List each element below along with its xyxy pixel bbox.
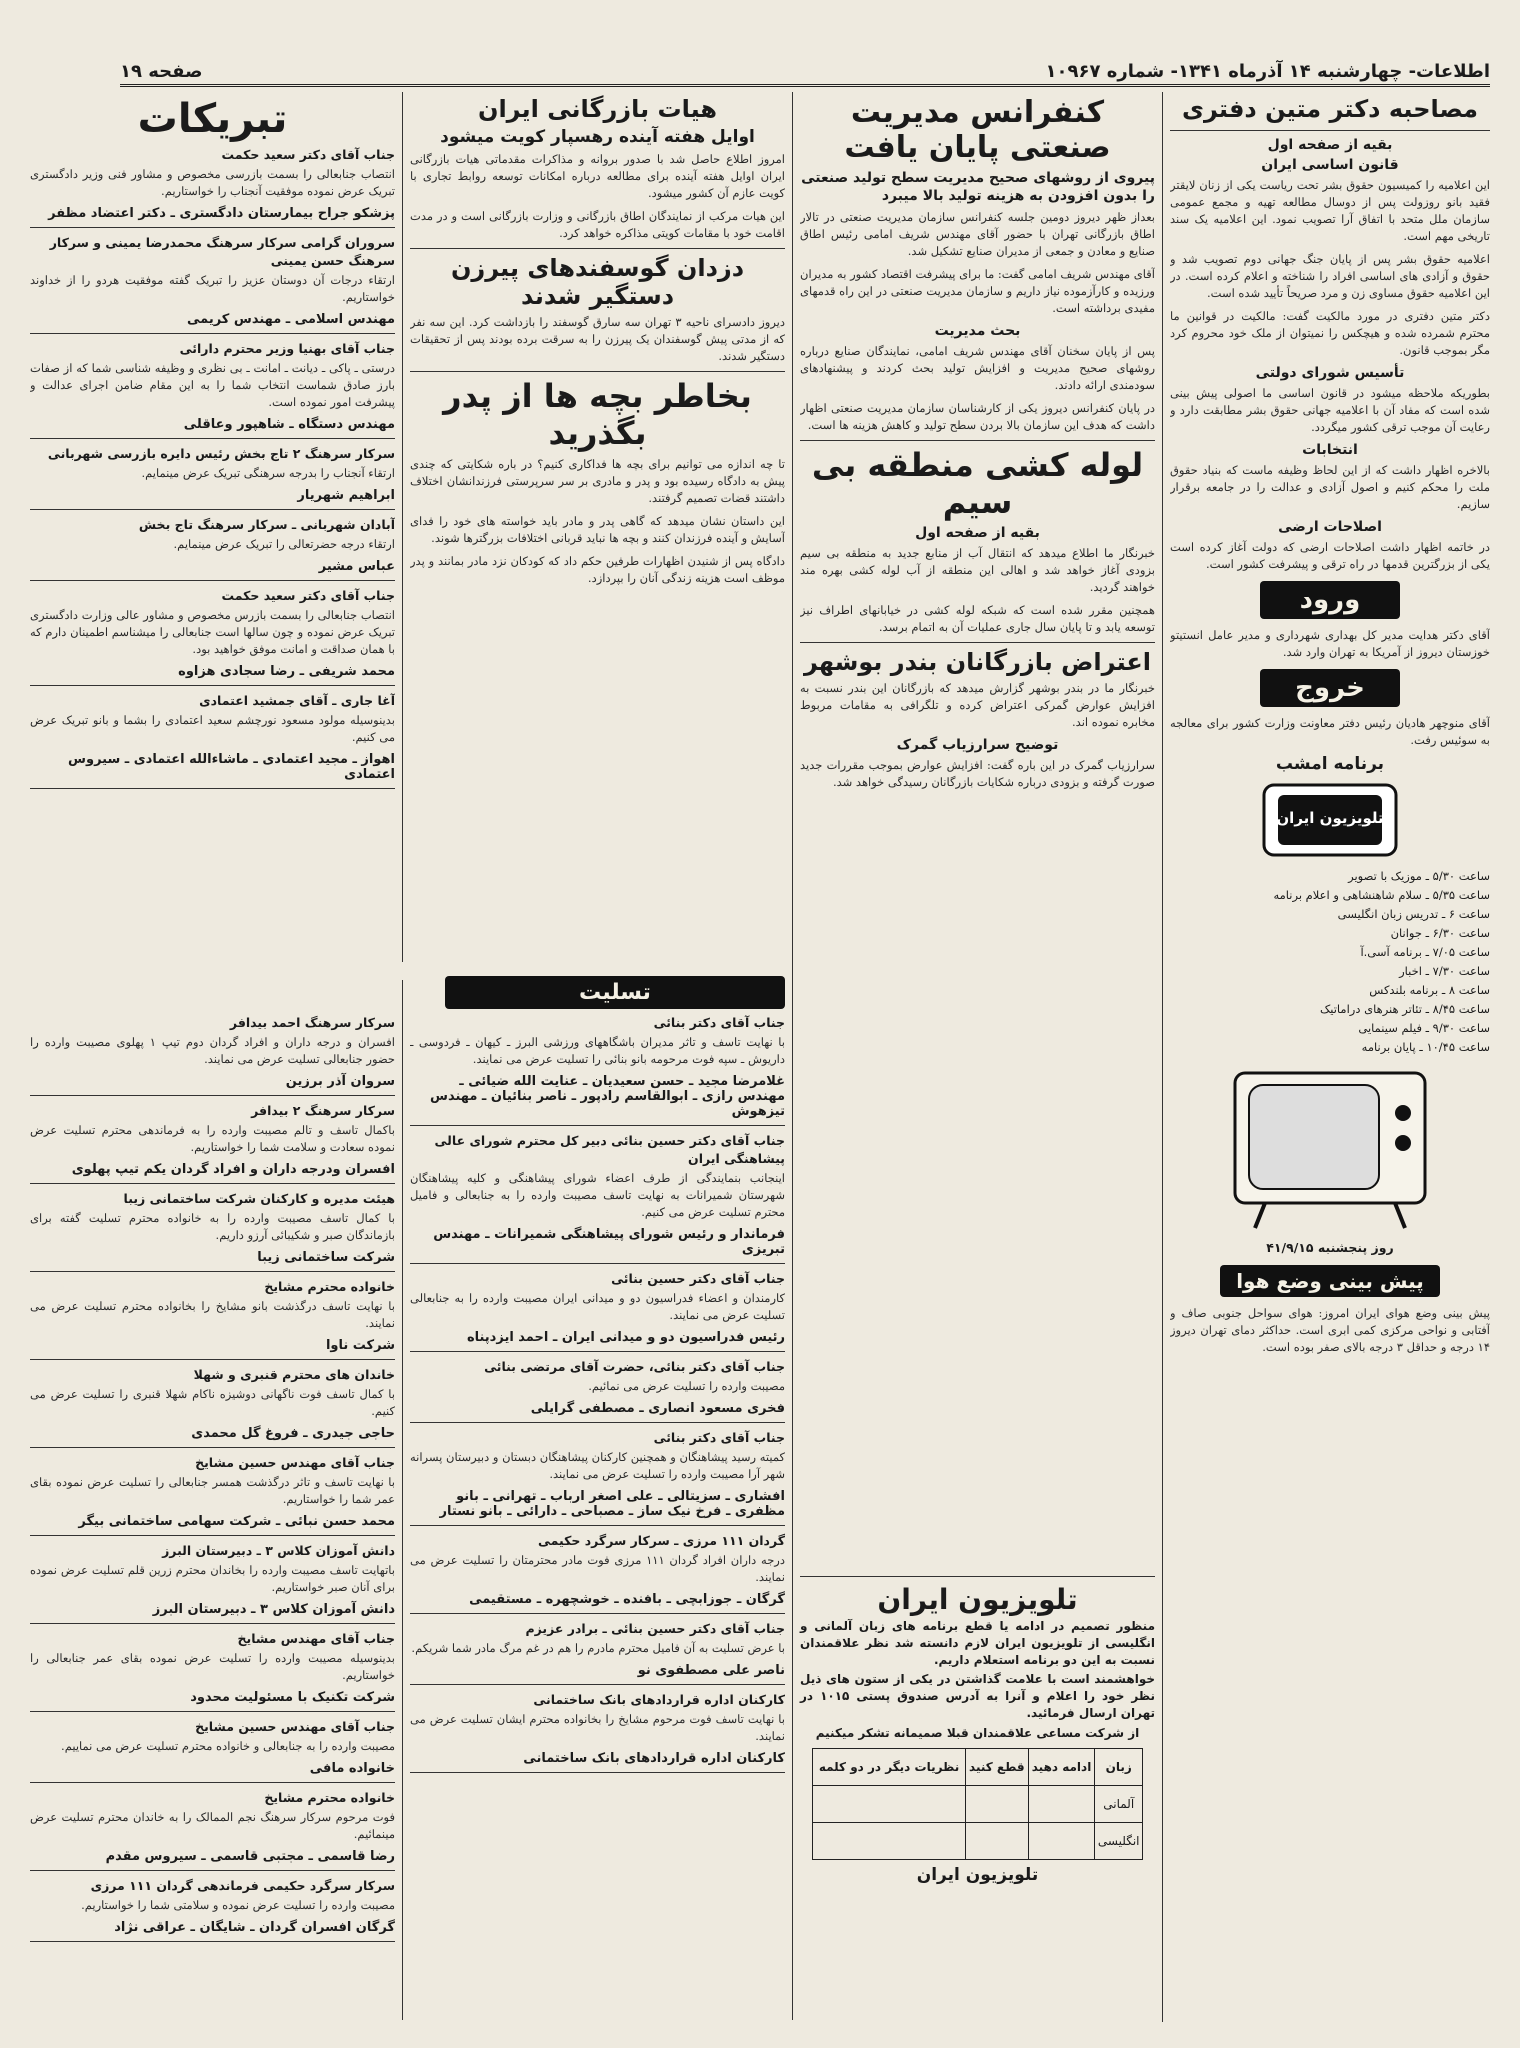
condolence-text: مصیبت وارده را تسلیت عرض می نمائیم. xyxy=(588,1379,785,1393)
weather-header: پیش بینی وضع هوا xyxy=(1220,1265,1440,1297)
divider xyxy=(30,1782,395,1783)
condolence-text: با نهایت تاسف و تاثر مدیران باشگاههای ورزشی البرز ـ کیهان ـ فردوسی ـ داریوش ـ سپه فوت مرحومه بانو بنائی را تسلیت عرض می نمایند. xyxy=(410,1035,785,1066)
column-rule xyxy=(792,92,793,962)
industry-paragraph: آقای مهندس شریف امامی گفت: ما برای پیشرفت اقتصاد کشور به مدیران ورزیده و کارآزموده نیاز داریم و سازمان مدیریت صنعتی در این راه قدمهای مفیدی برداشته است. xyxy=(800,267,1155,315)
congrats-recipient: سروران گرامی سرکار سرهنگ محمدرضا یمینی و سرکار سرهنگ حسن یمینی xyxy=(49,235,395,268)
divider xyxy=(30,1183,395,1184)
condolence-recipient: خاندان های محترم قنبری و شهلا xyxy=(193,1367,395,1382)
condolence-recipient: جناب آقای دکتر حسین بنائی ـ برادر عزیزم xyxy=(525,1621,785,1636)
condolence-recipient: سرکار سرهنگ ۲ بیدافر xyxy=(251,1103,395,1118)
schedule-item: ساعت ۸/۴۵ ـ تئاتر هنرهای دراماتیک xyxy=(1319,1001,1490,1016)
divider xyxy=(30,788,395,789)
divider xyxy=(30,1359,395,1360)
condolence-signature: حاجی جیدری ـ فروغ گل محمدی xyxy=(191,1426,395,1441)
condolence-signature: افشاری ـ سزیتالی ـ علی اصغر ارباب ـ تهرانی ـ بانو مظفری ـ فرخ نیک ساز ـ مصباحی ـ دارائی ـ بانو نستار xyxy=(439,1489,785,1519)
condolence-recipient: جناب آقای مهندس حسین مشایخ xyxy=(195,1455,395,1470)
congrats-item xyxy=(30,587,395,686)
congrats-item xyxy=(30,692,395,789)
congrats-signature: پزشکو جراح بیمارستان دادگستری ـ دکتر اعتضاد مظفر xyxy=(48,206,395,221)
congrats-item xyxy=(30,445,395,510)
children-headline: بخاطر بچه ها از پدر بگذرید xyxy=(443,377,752,453)
trade-paragraph: این هیات مرکب از نمایندگان اطاق بازرگانی و وزارت بازرگانی است و در مدت اقامت خود با مقامات کویتی مذاکره خواهد کرد. xyxy=(410,209,785,241)
condolence-signature: شرکت ناوا xyxy=(325,1338,395,1353)
condolence-text: کمیته رسید پیشاهنگان و همچنین کارکنان پیشاهنگان دبستان و دبیرستان پسرانه شهر آرا مصیبت وارده را تسلیت عرض می نمایند. xyxy=(410,1450,785,1481)
condolence-text: درجه داران افراد گردان ۱۱۱ مرزی فوت مادر محترمتان را تسلیت عرض می نمایند. xyxy=(410,1553,785,1584)
congrats-signature: ابراهیم شهریار xyxy=(297,488,395,503)
condolence-text: با کمال تاسف مصیبت وارده را به خانواده محترم تسلیت گفته برای بازماندگان صبر و شکیبائی آرزو داریم. xyxy=(30,1211,395,1242)
condolence-signature: خانواده مافی xyxy=(309,1761,395,1776)
schedule-item: ساعت ۵/۳۰ ـ موزیک با تصویر xyxy=(1348,868,1490,883)
divider xyxy=(30,509,395,510)
interview-subhead: قانون اساسی ایران xyxy=(1261,156,1399,173)
trade-paragraph: امروز اطلاع حاصل شد با صدور بروانه و مذاکرات مقدماتی هیات بازرگانی ایران اوایل هفته آینده برای مطالعه درباره امکانات توسعه روابط تجاری با کویت عازم آن کشور میشود. xyxy=(410,152,785,201)
interview-continued: بقیه از صفحه اول xyxy=(1267,136,1393,153)
condolence-signature: سروان آذر برزین xyxy=(285,1074,395,1089)
divider xyxy=(30,1535,395,1536)
congrats-recipient: آبادان شهربانی ـ سرکار سرهنگ تاج بخش xyxy=(138,517,395,532)
condolence-recipient: جناب آقای دکتر بنائی، حضرت آقای مرتضی بنائی xyxy=(484,1359,785,1374)
congrats-signature: محمد شریفی ـ رضا سجادی هزاوه xyxy=(178,664,395,679)
trade-headline: هیات بازرگانی ایران xyxy=(477,95,718,123)
children-paragraph: تا چه اندازه می توانیم برای بچه ها فداکاری کنیم؟ در باره شکایتی که چندی پیش به دادگاه رسیده بود و پدر و مادری بر سر سرپرستی فرزندانشان اختلاف داشتند قضات تصمیم گرفتند. xyxy=(410,456,785,505)
interview-subhead: اصلاحات ارضی xyxy=(1278,518,1382,535)
condolence-recipient: کارکنان اداره قراردادهای بانک ساختمانی xyxy=(533,1692,785,1707)
interview-subhead: تأسیس شورای دولتی xyxy=(1255,364,1405,381)
tv-survey-form xyxy=(812,1748,1143,1860)
condolence-item xyxy=(30,1190,395,1272)
form-checkbox[interactable] xyxy=(966,1823,1029,1860)
congrats-text: ارتقاء درجه حضرتعالی را تبریک عرض مینمایم. xyxy=(173,537,395,551)
column-rule xyxy=(402,980,403,2020)
divider xyxy=(410,1613,785,1614)
bushehr-paragraph: سرارزیاب گمرک در این باره گفت: افزایش عوارض بموجب مقررات جدید صورت گرفته و بزودی درباره شکایات بازرگانان رسیدگی خواهد شد. xyxy=(800,758,1155,790)
divider xyxy=(30,1941,395,1942)
condolence-signature: افسران ودرجه داران و افراد گردان یکم تیپ پهلوی xyxy=(71,1162,395,1177)
schedule-item: ساعت ۶/۳۰ ـ جوانان xyxy=(1390,925,1490,940)
tv-schedule xyxy=(1170,867,1490,1057)
schedule-item: ساعت ۵/۳۵ ـ سلام شاهنشاهی و اعلام برنامه xyxy=(1273,887,1490,902)
pipeline-paragraph: خبرنگار ما اطلاع میدهد که انتقال آب از منابع جدید به منطقه بی سیم بزودی آغاز خواهد شد و اهالی این منطقه از آب لوله کشی بهره مند خواهند گردید. xyxy=(800,545,1155,594)
interview-paragraph: دکتر متین دفتری در مورد مالکیت گفت: مالکیت در قوانین ما محترم شمرده شده و هیچکس را نمیتوان از ملک خود محروم کرد مگر بموجب قانون. xyxy=(1170,308,1490,357)
masthead xyxy=(120,58,1490,87)
condolence-text: فوت مرحوم سرکار سرهنگ نجم الممالک را به خاندان محترم تسلیت عرض مینمائیم. xyxy=(30,1810,395,1841)
condolence-item xyxy=(30,1542,395,1624)
condolence-recipient: جناب آقای دکتر حسین بنائی دبیر کل محترم شورای عالی پیشاهنگی ایران xyxy=(434,1133,785,1166)
condolence-banner: تسلیت xyxy=(445,976,785,1009)
interview-paragraph: اعلامیه حقوق بشر پس از پایان جنگ جهانی دوم تصویب شد و حقوق و آزادی های اساسی افراد را شناخته و اعلام کرده است. در این اعلامیه حقوق مساوی زن و مرد صریحاً تأیید شده است. xyxy=(1170,251,1490,300)
congrats-recipient: جناب آقای دکتر سعید حکمت xyxy=(221,588,395,603)
condolence-signature: فخری مسعود انصاری ـ مصطفی گرایلی xyxy=(530,1401,785,1416)
form-text-cell[interactable] xyxy=(813,1823,966,1860)
condolence-text: با نهایت تاسف و تاثر درگذشت همسر جنابعالی را تسلیت عرض نموده بقای عمر شما را خواستاریم. xyxy=(30,1475,395,1506)
congrats-headline: تبریکات xyxy=(137,96,288,142)
congrats-text: ارتقاء درجات آن دوستان عزیز را تبریک گفته موفقیت هردو را از خداوند خواستاریم. xyxy=(30,273,395,304)
children-paragraph: این داستان نشان میدهد که گاهی پدر و مادر باید خواسته های خود را فدای آسایش و آینده فرزندان کنند و بچه ها نباید قربانی اختلافات بزرگترها شوند. xyxy=(410,513,785,545)
condolence-recipient: جناب آقای دکتر حسین بنائی xyxy=(611,1271,785,1286)
divider xyxy=(30,1095,395,1096)
divider xyxy=(410,1422,785,1423)
divider xyxy=(410,1525,785,1526)
condolence-text: اینجانب بنمایندگی از طرف اعضاء شورای پیشاهنگی و کلیه پیشاهنگان شهرستان شمیرانات به نهایت تاسف مصیبت وارده را به جنابعالی و فامیل محترم تسلیت عرض می کنیم. xyxy=(410,1171,785,1219)
form-header-continue: ادامه دهید xyxy=(1028,1749,1095,1786)
congrats-text: انتصاب جنابعالی را بسمت بازرس مخصوص و مشاور عالی وزارت دادگستری تبریک عرض نموده و چون سالها است جنابعالی را میشناسم اطمینان دارم که با همان صداقت و امانت موفق خواهید بود. xyxy=(30,608,395,656)
interview-paragraph: بطوریکه ملاحظه میشود در قانون اساسی ما اصولی پیش بینی شده است که مفاد آن با اعلامیه جهانی حقوق بشر مطابقت دارد و رعایت آن موجب ترقی کشور میگردد. xyxy=(1170,385,1490,434)
condolence-item xyxy=(410,1620,785,1685)
bushehr-paragraph: خبرنگار ما در بندر بوشهر گزارش میدهد که بازرگانان این بندر نسبت به افزایش عوارض گمرکی اعتراض کرده و تلگرافی به مقامات مربوط مخابره نموده اند. xyxy=(800,681,1155,730)
condolence-text: با نهایت تاسف درگذشت بانو مشایخ را بخانواده محترم تسلیت عرض می نمایند. xyxy=(30,1299,395,1330)
condolence-item xyxy=(30,1630,395,1712)
condolence-signature: گرگان ـ جوزابچی ـ بافنده ـ خوشچهره ـ مستقیمی xyxy=(469,1592,785,1607)
congrats-recipient: جناب آقای دکتر سعید حکمت xyxy=(221,147,395,162)
arrival-text: آقای دکتر هدایت مدیر کل بهداری شهرداری و مدیر عامل انستیتو خوزستان دیروز از آمریکا به تهران وارد شد. xyxy=(1170,628,1490,660)
congrats-signature: مهندس اسلامی ـ مهندس کریمی xyxy=(186,312,395,327)
tv-logo-icon xyxy=(1260,781,1400,861)
congrats-item xyxy=(30,234,395,334)
condolence-signature: شرکت تکنیک با مسئولیت محدود xyxy=(190,1690,395,1705)
tv-program-heading: برنامه امشب xyxy=(1275,754,1385,775)
condolence-text: مصیبت وارده را به جنابعالی و خانواده محترم تسلیت عرض می نماییم. xyxy=(61,1739,395,1753)
schedule-item: ساعت ۹/۳۰ ـ فیلم سینمایی xyxy=(1358,1020,1490,1035)
condolence-item xyxy=(30,1278,395,1360)
condolence-item xyxy=(410,1691,785,1773)
column-interview xyxy=(1170,92,1490,2022)
pipeline-headline: لوله کشی منطقه بی سیم xyxy=(811,446,1144,521)
condolence-item xyxy=(410,1532,785,1614)
divider xyxy=(410,1351,785,1352)
schedule-item: ساعت ۷/۳۰ ـ اخبار xyxy=(1399,963,1490,978)
divider xyxy=(30,1623,395,1624)
interview-headline: مصاحبه دکتر متین دفتری xyxy=(1181,95,1479,123)
form-row-english: انگلیسی xyxy=(1095,1823,1143,1860)
condolence-recipient: جناب آقای مهندس حسین مشایخ xyxy=(195,1719,395,1734)
condolence-signature: دانش آموزان کلاس ۳ ـ دبیرستان البرز xyxy=(152,1602,395,1617)
condolence-item xyxy=(30,1718,395,1783)
page-number: صفحه ۱۹ xyxy=(120,60,203,82)
condolence-recipient: گردان ۱۱۱ مرزی ـ سرکار سرگرد حکیمی xyxy=(537,1533,785,1548)
condolence-signature: غلامرضا مجید ـ حسن سعیدیان ـ عنایت الله ضیائی ـ مهندس رازی ـ ابوالقاسم رادپور ـ ناصر بنائیان ـ مهندس تیزهوش xyxy=(430,1074,785,1119)
condolence-text: با عرض تسلیت به آن فامیل محترم مادرم را هم در غم مرگ مادر شما شریکم. xyxy=(411,1641,785,1655)
condolence-left-column xyxy=(30,1012,395,2022)
condolence-item xyxy=(410,1270,785,1352)
divider xyxy=(410,1263,785,1264)
industry-bullet: پیروی از روشهای صحیح مدیریت سطح تولید صنعتی را بدون افزودن به هزینه تولید بالا میبرد xyxy=(801,170,1155,204)
congrats-recipient: آغا جاری ـ آقای جمشید اعتمادی xyxy=(199,693,395,708)
condolence-text: با کمال تاسف فوت ناگهانی دوشیزه ناکام شهلا قنبری را تسلیت عرض می کنیم. xyxy=(30,1387,395,1418)
condolence-recipient: هیئت مدیره و کارکنان شرکت ساختمانی زیبا xyxy=(123,1191,395,1206)
condolence-text: کارمندان و اعضاء فدراسیون دو و میدانی ایران مصیبت وارده را به جنابعالی تسلیت عرض می نمایند. xyxy=(410,1291,785,1322)
children-paragraph: دادگاه پس از شنیدن اظهارات طرفین حکم داد که کودکان نزد مادر بمانند و پدر موظف است هزینه زندگی آنان را بپردازد. xyxy=(410,553,785,585)
divider xyxy=(410,1684,785,1685)
divider xyxy=(30,1447,395,1448)
thieves-headline: دزدان گوسفندهای پیرزن دستگیر شدند xyxy=(450,254,745,310)
condolence-recipient: سرکار سرهنگ احمد بیدافر xyxy=(229,1015,395,1030)
congrats-signature: عباس مشیر xyxy=(318,559,395,574)
pipeline-continued: بقیه از صفحه اول xyxy=(915,524,1040,541)
divider xyxy=(30,227,395,228)
condolence-item xyxy=(30,1789,395,1871)
condolence-recipient: خانواده محترم مشایخ xyxy=(264,1279,395,1294)
schedule-item: ساعت ۶ ـ تدریس زبان انگلیسی xyxy=(1337,906,1490,921)
condolence-signature: رئیس فدراسیون دو و میدانی ایران ـ احمد ایزدپناه xyxy=(466,1330,785,1345)
congrats-text: درستی ـ پاکی ـ دیانت ـ امانت ـ بی نظری و وظیفه شناسی شما که از صفات بارز صادق شماست انتخاب شما را به این مقام ضامن اجرای عدالت و پیشرفت امور نموده است. xyxy=(30,361,395,409)
congrats-text: ارتقاء آنجناب را بدرجه سرهنگی تبریک عرض مینمایم. xyxy=(141,466,395,480)
condolence-item xyxy=(30,1102,395,1184)
trade-subhead: اوایل هفته آینده رهسپار کویت میشود xyxy=(440,126,755,147)
condolence-text: با نهایت تاسف فوت مرحوم مشایخ را بخانواده محترم ایشان تسلیت عرض می نمایند. xyxy=(410,1712,785,1743)
condolence-section xyxy=(30,968,785,1017)
pipeline-paragraph: همچنین مقرر شده است که شبکه لوله کشی در خیابانهای اطراف نیز توسعه یابد و تا پایان سال جاری عملیات آن به اتمام برسد. xyxy=(800,602,1155,634)
divider xyxy=(30,438,395,439)
congrats-text: بدینوسیله مولود مسعود نورچشم سعید اعتمادی را بشما و بانو تبریک عرض می کنیم. xyxy=(30,713,395,744)
condolence-item xyxy=(30,1454,395,1536)
condolence-recipient: جناب آقای دکتر بنائی xyxy=(653,1015,785,1030)
tv-survey-footer: تلویزیون ایران xyxy=(916,1865,1039,1885)
divider xyxy=(30,580,395,581)
divider xyxy=(30,685,395,686)
arrival-header: ورود xyxy=(1260,581,1400,619)
schedule-item: ساعت ۷/۰۵ ـ برنامه آسی.آ xyxy=(1360,944,1490,959)
condolence-item xyxy=(410,1014,785,1126)
bushehr-subhead: توضیح سرارزیاب گمرک xyxy=(896,737,1059,754)
condolence-text: مصیبت وارده را تسلیت عرض نموده و سلامتی شما را خواستاریم. xyxy=(81,1898,395,1912)
condolence-signature: شرکت ساختمانی زیبا xyxy=(257,1250,395,1265)
condolence-item xyxy=(30,1366,395,1448)
congrats-item xyxy=(30,340,395,439)
divider xyxy=(30,333,395,334)
schedule-item: ساعت ۱۰/۴۵ ـ پایان برنامه xyxy=(1361,1039,1490,1054)
condolence-text: بدینوسیله مصیبت وارده را تسلیت عرض نموده بقای عمر جنابعالی را خواستاریم. xyxy=(30,1651,395,1682)
condolence-signature: کارکنان اداره قراردادهای بانک ساختمانی xyxy=(523,1751,785,1766)
congrats-recipient: جناب آقای بهنیا وزیر محترم دارائی xyxy=(179,341,395,356)
tv-survey-ad xyxy=(800,1570,1155,2020)
condolence-item xyxy=(30,1877,395,1942)
congrats-signature: اهواز ـ مجید اعتمادی ـ ماشاءالله اعتمادی ـ سیروس اعتمادی xyxy=(68,752,395,782)
condolence-item xyxy=(410,1429,785,1526)
divider xyxy=(30,1271,395,1272)
condolence-text: افسران و درجه داران و افراد گردان دوم تیپ ۱ پهلوی مصیبت وارده را حضور جنابعالی تسلیت عرض می نمایند. xyxy=(30,1035,395,1066)
form-checkbox[interactable] xyxy=(1028,1823,1095,1860)
divider xyxy=(410,1772,785,1773)
condolence-text: باتهایت تاسف مصیبت وارده را بخاندان محترم زرین قلم تسلیت عرض نموده برای آنان صبر خواستاریم. xyxy=(30,1563,395,1594)
interview-paragraph: در خاتمه اظهار داشت اصلاحات ارضی که دولت آغاز کرده است یکی از بزرگترین قدمها در راه ترقی و پیشرفت کشور است. xyxy=(1170,540,1490,572)
congrats-text: انتصاب جنابعالی را بسمت بازرسی مخصوص و مشاور فنی وزیر دادگستری تبریک عرض نموده موفقیت آنجناب را خواستاریم. xyxy=(30,167,395,198)
bushehr-headline: اعتراض بازرگانان بندر بوشهر xyxy=(804,647,1151,676)
condolence-signature: رضا قاسمی ـ مجتبی قاسمی ـ سیروس مقدم xyxy=(105,1849,395,1864)
condolence-recipient: جناب آقای دکتر بنائی xyxy=(653,1430,785,1445)
condolence-signature: ناصر علی مصطفوی نو xyxy=(637,1663,785,1678)
congrats-item xyxy=(30,146,395,228)
condolence-right-column xyxy=(410,1012,785,2022)
divider xyxy=(30,1870,395,1871)
condolence-signature: محمد حسن نبائی ـ شرکت سهامی ساختمانی بیگر xyxy=(78,1514,395,1529)
tv-survey-paragraph: خواهشمند است با علامت گذاشتن در یکی از ستون های ذیل نظر خود را اعلام و آنرا به آدرس صندوق پستی ۱۰۱۵ در تهران ارسال فرمائید. xyxy=(800,1672,1155,1720)
column-rule xyxy=(792,960,793,2020)
departure-header: خروج xyxy=(1260,669,1400,707)
congrats-recipient: سرکار سرهنگ ۲ تاج بخش رئیس دایره بازرسی شهربانی xyxy=(47,446,395,461)
form-checkbox[interactable] xyxy=(1028,1786,1095,1823)
column-trade xyxy=(410,92,785,962)
interview-subhead: انتخابات xyxy=(1302,441,1358,458)
industry-paragraph: بعداز ظهر دیروز دومین جلسه کنفرانس سازمان مدیریت صنعتی در تالار اطاق بازرگانی تهران با حضور آقای مهندس شریف امامی رئیس اطاق صنایع و معادن و جمعی از مدیران صنایع تشکیل شد. xyxy=(800,210,1155,258)
interview-paragraph: بالاخره اظهار داشت که از این لحاظ وظیفه ماست که بنیاد حقوق ملت را محکم کنیم و اصول آزادی و عدالت را در جامعه برقرار سازیم. xyxy=(1170,462,1490,511)
condolence-recipient: سرکار سرگرد حکیمی فرماندهی گردان ۱۱۱ مرزی xyxy=(90,1878,395,1893)
column-rule xyxy=(402,92,403,962)
tv-survey-paragraph: منظور تصمیم در ادامه یا قطع برنامه های زبان آلمانی و انگلیسی از تلویزیون ایران لازم دانسته شد نظر علاقمندان نسبت به این دو برنامه استعلام داریم. xyxy=(800,1619,1155,1667)
divider xyxy=(410,1125,785,1126)
form-header-other: نظریات دیگر در دو کلمه xyxy=(813,1749,966,1786)
condolence-recipient: خانواده محترم مشایخ xyxy=(264,1790,395,1805)
condolence-right-list xyxy=(410,1014,785,1773)
condolence-signature: گرگان افسران گردان ـ شایگان ـ عراقی نژاد xyxy=(114,1920,395,1935)
form-text-cell[interactable] xyxy=(813,1786,966,1823)
industry-paragraph: در پایان کنفرانس دیروز یکی از کارشناسان سازمان مدیریت صنعتی اظهار داشت که هدف این سازمان بالا بردن سطح تولید و کاهش هزینه ها است. xyxy=(800,401,1155,433)
condolence-item xyxy=(410,1358,785,1423)
form-header-stop: قطع کنید xyxy=(966,1749,1029,1786)
congrats-list xyxy=(30,146,395,789)
tv-logo-label: تلویزیون ایران xyxy=(1276,808,1384,827)
departure-text: آقای منوچهر هادیان رئیس دفتر معاونت وزارت کشور برای معالجه به سوئیس رفت. xyxy=(1170,716,1490,748)
condolence-item xyxy=(410,1132,785,1264)
divider xyxy=(30,1711,395,1712)
industry-paragraph: پس از پایان سخنان آقای مهندس شریف امامی، نمایندگان صنایع درباره روشهای صحیح مدیریت و افزایش تولید بحث کردند و پیشنهادهای سودمندی ارائه دادند. xyxy=(800,344,1155,393)
industry-subhead: بحث مدیریت xyxy=(934,323,1021,339)
congrats-signature: مهندس دستگاه ـ شاهپور وعاقلی xyxy=(183,417,395,432)
schedule-item: ساعت ۸ ـ برنامه بلندکس xyxy=(1369,982,1490,997)
industry-headline: کنفرانس مدیریت صنعتی پایان یافت xyxy=(844,95,1111,165)
column-rule xyxy=(1162,92,1163,2022)
masthead-date: اطلاعات- چهارشنبه ۱۴ آذرماه ۱۳۴۱- شماره ۱۰۹۶۷ xyxy=(1045,60,1490,82)
condolence-recipient: دانش آموزان کلاس ۳ ـ دبیرستان البرز xyxy=(162,1543,395,1558)
form-header-language: زبان xyxy=(1095,1749,1143,1786)
column-congrats xyxy=(30,92,395,962)
tv-survey-thanks: از شرکت مساعی علاقمندان قبلا صمیمانه تشکر میکنیم xyxy=(815,1726,1140,1740)
condolence-left-list xyxy=(30,1014,395,1942)
condolence-recipient: جناب آقای مهندس مشایخ xyxy=(237,1631,395,1646)
weather-text: پیش بینی وضع هوای ایران امروز: هوای سواحل جنوبی صاف و آفتابی و نواحی مرکزی کمی ابری است. حداکثر دمای تهران دیروز ۱۴ درجه و حداقل ۳ درجه بالای صفر بوده است. xyxy=(1170,1305,1490,1354)
tv-survey-title: تلویزیون ایران xyxy=(877,1583,1078,1616)
condolence-item xyxy=(30,1014,395,1096)
tomorrow-label: روز پنجشنبه ۴۱/۹/۱۵ xyxy=(1266,1239,1394,1255)
condolence-text: باکمال تاسف و تالم مصیبت وارده را به فرماندهی محترم تسلیت عرض نموده سعادت و سلامت شما را خواستاریم. xyxy=(30,1123,395,1154)
congrats-item xyxy=(30,516,395,581)
thieves-paragraph: دیروز دادسرای ناحیه ۳ تهران سه سارق گوسفند را بازداشت کرد. این سه نفر که از مدتی پیش گوسفندان یک پیرزن را به سرقت برده بودند پس از تحقیقات دستگیر شدند. xyxy=(410,315,785,364)
form-row-german: آلمانی xyxy=(1095,1786,1143,1823)
form-checkbox[interactable] xyxy=(966,1786,1029,1823)
interview-paragraph: این اعلامیه را کمیسیون حقوق بشر تحت ریاست یکی از زنان لایقتر فقید بانو روزولت پس از دوسال مطالعه تهیه و مجمع عمومی سازمان ملل متحد با اتفاق آرا تصویب نمود. این اعلامیه یک سند تاریخی مهم است. xyxy=(1170,177,1490,243)
condolence-signature: فرماندار و رئیس شورای پیشاهنگی شمیرانات ـ مهندس تبریزی xyxy=(433,1227,785,1257)
tv-set-icon xyxy=(1225,1063,1435,1233)
